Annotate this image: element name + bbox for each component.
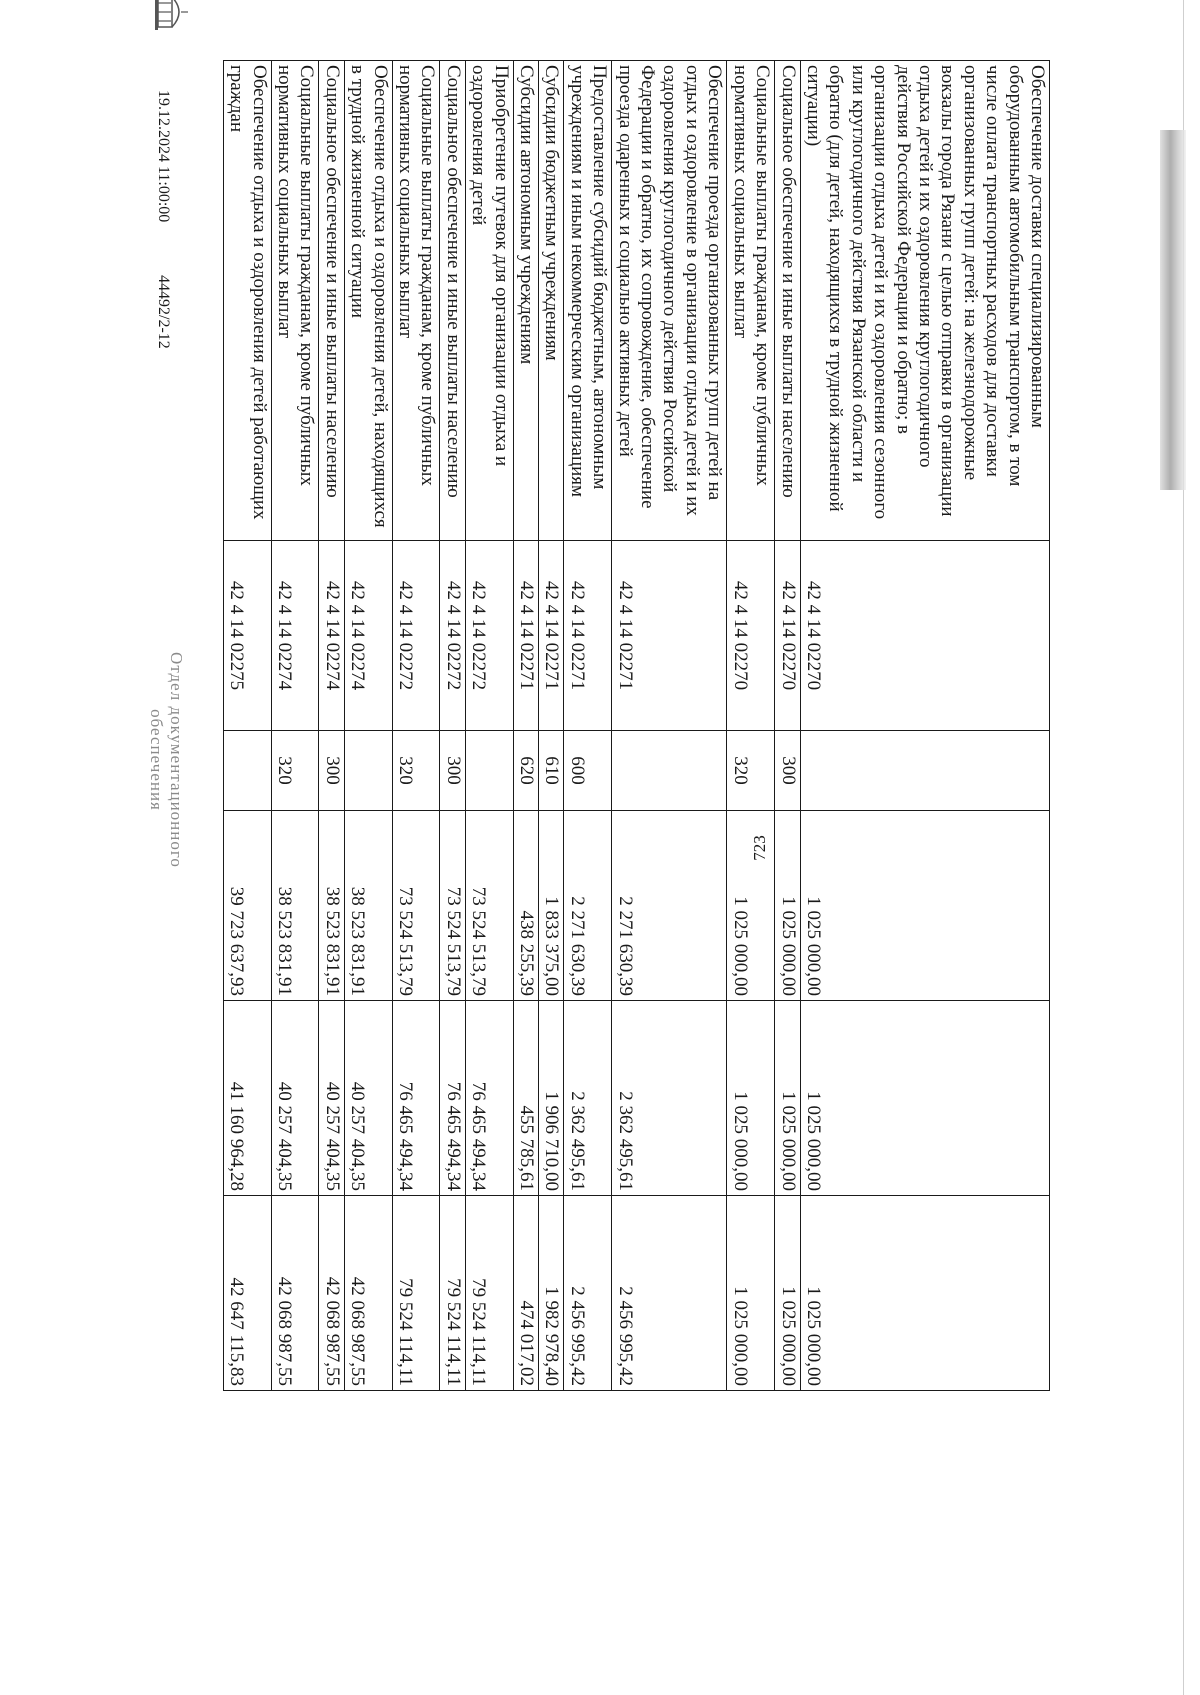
row-code: 42 4 14 02274 — [344, 541, 392, 731]
row-value-2: 2 362 495,61 — [612, 1001, 727, 1196]
row-name: Обеспечение доставки специализированным оборудованным автомобильным транспортом, в том числе оплата транспортных расходов для доставки организованных групп детей: на железнодорожные вокзалы города Рязани с целью отправки в организации отдыха детей и их оздоровления круглогодичного действия Российской Федерации и обратно; в организации отдыха детей и их оздоровления сезонного или круглогодичного действия Рязанской области и обратно (для детей, находящихся в трудной жизненной ситуации) — [800, 61, 1049, 541]
row-value-3: 1 982 978,40 — [539, 1196, 564, 1391]
row-value-1: 1 833 375,00 — [539, 811, 564, 1001]
row-expense-type — [344, 731, 392, 811]
row-value-2: 40 257 404,35 — [271, 1001, 319, 1196]
table-row — [800, 61, 1049, 1391]
row-value-1: 1 025 000,00 — [727, 811, 775, 1001]
row-expense-type: 600 — [564, 731, 612, 811]
row-value-3: 1 025 000,00 — [727, 1196, 775, 1391]
row-expense-type: 320 — [271, 731, 319, 811]
stamp-line-1: Отдел документационного — [167, 652, 186, 868]
row-name: Социальные выплаты гражданам, кроме публичных нормативных социальных выплат — [392, 61, 440, 541]
footer — [130, 60, 190, 1390]
row-expense-type: 620 — [513, 731, 538, 811]
page-number: 723 — [750, 835, 769, 861]
row-value-3: 42 068 987,55 — [319, 1196, 344, 1391]
row-value-1: 73 524 513,79 — [392, 811, 440, 1001]
row-name: Социальное обеспечение и иные выплаты населению — [440, 61, 465, 541]
row-name: Социальные выплаты гражданам, кроме публичных нормативных социальных выплат — [271, 61, 319, 541]
table-row — [612, 61, 727, 1391]
table-row — [564, 61, 612, 1391]
table-row — [775, 61, 800, 1391]
table-row — [223, 61, 271, 1391]
row-name: Предоставление субсидий бюджетным, автономным учреждениям и иным некоммерческим организациям — [564, 61, 612, 541]
row-value-3: 1 025 000,00 — [775, 1196, 800, 1391]
row-value-2: 2 362 495,61 — [564, 1001, 612, 1196]
budget-table-body — [223, 61, 1049, 1391]
row-expense-type: 300 — [440, 731, 465, 811]
row-name: Социальное обеспечение и иные выплаты населению — [775, 61, 800, 541]
rotated-page-content — [130, 60, 1050, 1390]
row-value-3: 79 524 114,11 — [465, 1196, 513, 1391]
row-value-2: 1 025 000,00 — [800, 1001, 1049, 1196]
row-value-3: 2 456 995,42 — [612, 1196, 727, 1391]
row-value-2: 41 160 964,28 — [223, 1001, 271, 1196]
row-code: 42 4 14 02271 — [513, 541, 538, 731]
row-code: 42 4 14 02271 — [564, 541, 612, 731]
row-expense-type: 300 — [775, 731, 800, 811]
footer-datetime: 19.12.2024 11:00:00 — [155, 90, 172, 223]
table-row — [727, 61, 775, 1391]
row-value-2: 1 906 710,00 — [539, 1001, 564, 1196]
row-value-1: 1 025 000,00 — [800, 811, 1049, 1001]
budget-table — [223, 60, 1050, 1391]
row-code: 42 4 14 02275 — [223, 541, 271, 731]
table-row — [465, 61, 513, 1391]
row-expense-type — [800, 731, 1049, 811]
row-value-3: 79 524 114,11 — [440, 1196, 465, 1391]
row-value-1: 38 523 831,91 — [344, 811, 392, 1001]
row-value-1: 38 523 831,91 — [271, 811, 319, 1001]
table-row — [271, 61, 319, 1391]
row-value-2: 40 257 404,35 — [319, 1001, 344, 1196]
row-name: Социальное обеспечение и иные выплаты населению — [319, 61, 344, 541]
row-value-2: 76 465 494,34 — [465, 1001, 513, 1196]
department-stamp — [147, 620, 186, 900]
row-value-3: 474 017,02 — [513, 1196, 538, 1391]
row-value-3: 42 647 115,83 — [223, 1196, 271, 1391]
row-code: 42 4 14 02272 — [465, 541, 513, 731]
row-code: 42 4 14 02270 — [775, 541, 800, 731]
row-name: Обеспечение проезда организованных групп детей на отдых и оздоровление в организации отдыха детей и их оздоровления круглогодичного действия Российской Федерации и обратно, их сопровождение, обеспечение проезда одаренных и социально активных детей — [612, 61, 727, 541]
row-value-3: 42 068 987,55 — [344, 1196, 392, 1391]
row-expense-type — [465, 731, 513, 811]
row-value-1: 73 524 513,79 — [465, 811, 513, 1001]
row-code: 42 4 14 02274 — [271, 541, 319, 731]
row-name: Обеспечение отдыха и оздоровления детей, находящихся в трудной жизненной ситуации — [344, 61, 392, 541]
row-expense-type: 320 — [392, 731, 440, 811]
row-code: 42 4 14 02271 — [539, 541, 564, 731]
table-row — [539, 61, 564, 1391]
table-row — [392, 61, 440, 1391]
row-value-3: 2 456 995,42 — [564, 1196, 612, 1391]
row-name: Социальные выплаты гражданам, кроме публичных нормативных социальных выплат — [727, 61, 775, 541]
row-value-2: 76 465 494,34 — [440, 1001, 465, 1196]
table-row — [319, 61, 344, 1391]
row-value-2: 455 785,61 — [513, 1001, 538, 1196]
row-value-2: 1 025 000,00 — [775, 1001, 800, 1196]
row-name: Субсидии бюджетным учреждениям — [539, 61, 564, 541]
row-code: 42 4 14 02272 — [392, 541, 440, 731]
row-value-1: 1 025 000,00 — [775, 811, 800, 1001]
row-value-2: 76 465 494,34 — [392, 1001, 440, 1196]
row-value-3: 1 025 000,00 — [800, 1196, 1049, 1391]
row-name: Приобретение путевок для организации отдыха и оздоровления детей — [465, 61, 513, 541]
row-expense-type: 300 — [319, 731, 344, 811]
row-expense-type — [223, 731, 271, 811]
row-name: Субсидии автономным учреждениям — [513, 61, 538, 541]
emblem-icon — [150, 0, 190, 34]
row-name: Обеспечение отдыха и оздоровления детей работающих граждан — [223, 61, 271, 541]
row-expense-type — [612, 731, 727, 811]
table-row — [440, 61, 465, 1391]
footer-doc-number: 44492/2-12 — [155, 275, 172, 349]
row-value-1: 2 271 630,39 — [612, 811, 727, 1001]
row-expense-type: 320 — [727, 731, 775, 811]
row-value-2: 1 025 000,00 — [727, 1001, 775, 1196]
row-code: 42 4 14 02270 — [727, 541, 775, 731]
row-code: 42 4 14 02271 — [612, 541, 727, 731]
row-value-1: 38 523 831,91 — [319, 811, 344, 1001]
row-expense-type: 610 — [539, 731, 564, 811]
row-value-2: 40 257 404,35 — [344, 1001, 392, 1196]
row-value-1: 39 723 637,93 — [223, 811, 271, 1001]
row-code: 42 4 14 02272 — [440, 541, 465, 731]
row-value-1: 438 255,39 — [513, 811, 538, 1001]
row-code: 42 4 14 02270 — [800, 541, 1049, 731]
stamp-line-2: обеспечения — [147, 709, 167, 811]
table-row — [344, 61, 392, 1391]
row-value-1: 2 271 630,39 — [564, 811, 612, 1001]
row-code: 42 4 14 02274 — [319, 541, 344, 731]
row-value-3: 79 524 114,11 — [392, 1196, 440, 1391]
row-value-3: 42 068 987,55 — [271, 1196, 319, 1391]
scan-artifact-strip — [1160, 130, 1186, 490]
row-value-1: 73 524 513,79 — [440, 811, 465, 1001]
table-row — [513, 61, 538, 1391]
